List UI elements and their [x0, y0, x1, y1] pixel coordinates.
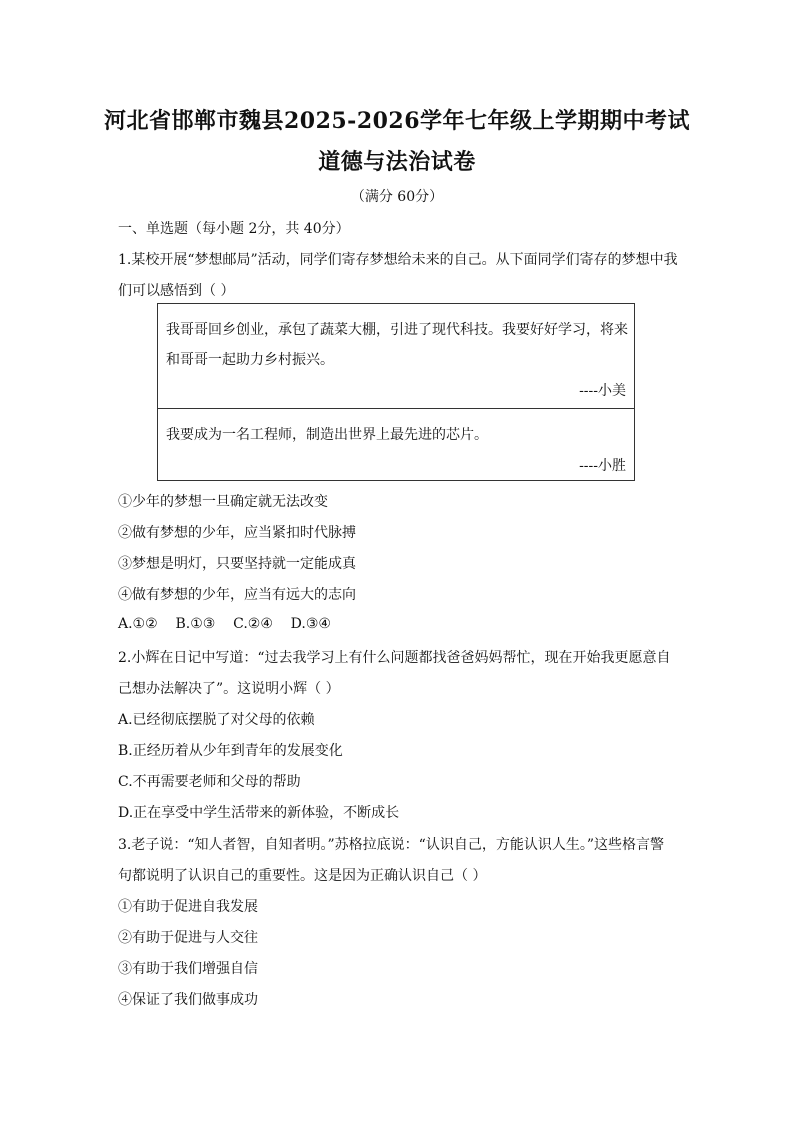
q1-stem-line2: 们可以感悟到（ ） [118, 283, 235, 299]
q3-item-3: ③有助于我们增强自信 [118, 961, 258, 977]
quote-divider [158, 408, 634, 409]
q2-stem-line2: 己想办法解决了”。这说明小辉（ ） [118, 681, 340, 697]
quote-entry1-line2: 和哥哥一起助力乡村振兴。 [166, 352, 334, 368]
quote-entry1-signature: ----小美 [579, 383, 626, 399]
q3-stem-line1: 3.老子说：“知人者智，自知者明。”苏格拉底说：“认识自己，方能认识人生。”这些格言警 [118, 837, 664, 853]
q3-item-1: ①有助于促进自我发展 [118, 899, 258, 915]
q2-option-b: B.正经历着从少年到青年的发展变化 [118, 743, 343, 759]
q1-item-2: ②做有梦想的少年，应当紧扣时代脉搏 [118, 525, 356, 541]
q1-quote-box [157, 303, 635, 481]
exam-title-line1: 河北省邯郸市魏县2025-2026学年七年级上学期期中考试 [103, 108, 691, 134]
score-note: （满分 60分） [350, 189, 444, 205]
q1-item-1: ①少年的梦想一旦确定就无法改变 [118, 494, 328, 510]
exam-title-line2: 道德与法治试卷 [318, 149, 476, 175]
q1-item-4: ④做有梦想的少年，应当有远大的志向 [118, 587, 356, 603]
quote-entry2-line1: 我要成为一名工程师，制造出世界上最先进的芯片。 [166, 427, 488, 443]
q1-stem-line1: 1.某校开展“梦想邮局”活动，同学们寄存梦想给未来的自己。从下面同学们寄存的梦想中我 [118, 252, 678, 268]
q3-item-4: ④保证了我们做事成功 [118, 992, 258, 1008]
section-heading: 一、单选题（每小题 2分，共 40分） [118, 221, 350, 237]
q2-option-a: A.已经彻底摆脱了对父母的依赖 [118, 712, 315, 728]
q2-option-d: D.正在享受中学生活带来的新体验，不断成长 [118, 805, 400, 821]
q2-stem-line1: 2.小辉在日记中写道：“过去我学习上有什么问题都找爸爸妈妈帮忙，现在开始我更愿意自 [118, 650, 671, 666]
q3-item-2: ②有助于促进与人交往 [118, 930, 258, 946]
q3-stem-line2: 句都说明了认识自己的重要性。这是因为正确认识自己（ ） [118, 868, 487, 884]
quote-entry2-signature: ----小胜 [579, 458, 626, 474]
quote-entry1-line1: 我哥哥回乡创业，承包了蔬菜大棚，引进了现代科技。我要好好学习，将来 [166, 322, 628, 338]
q2-option-c: C.不再需要老师和父母的帮助 [118, 774, 301, 790]
q1-choices: A.①② B.①③ C.②④ D.③④ [118, 616, 331, 632]
q1-item-3: ③梦想是明灯，只要坚持就一定能成真 [118, 556, 356, 572]
